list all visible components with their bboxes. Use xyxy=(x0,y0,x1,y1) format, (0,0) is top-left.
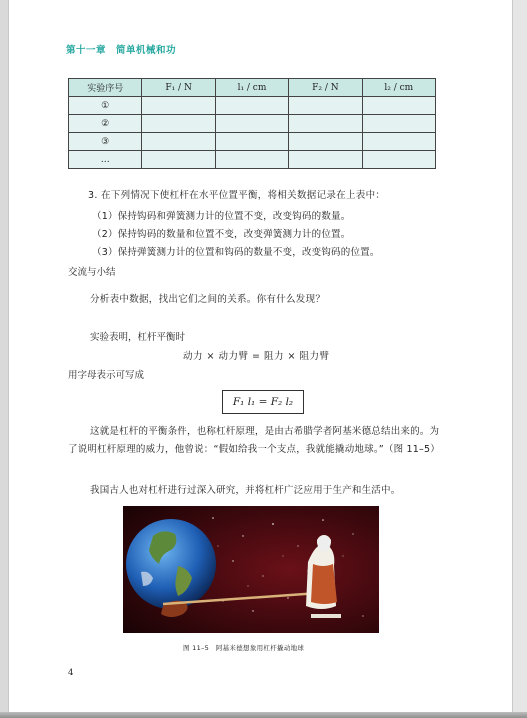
page-shadow xyxy=(0,712,527,718)
experiment-result: 实验表明，杠杆平衡时 xyxy=(90,332,186,343)
table-row xyxy=(69,97,436,115)
table-cell xyxy=(289,115,362,133)
table-header: F₁ / N xyxy=(142,79,215,97)
table-cell xyxy=(215,115,288,133)
list-item: （3）保持弹簧测力计的位置和钩码的数量不变，改变钩码的位置。 xyxy=(92,247,380,258)
table-cell xyxy=(362,151,435,169)
paragraph-ancient-china: 我国古人也对杠杆进行过深入研究，并将杠杆广泛应用于生产和生活中。 xyxy=(90,485,401,496)
section-heading: 交流与小结 xyxy=(68,267,116,278)
table-cell xyxy=(215,97,288,115)
table-cell xyxy=(142,115,215,133)
table-cell xyxy=(362,97,435,115)
table-cell: … xyxy=(69,151,142,169)
table-cell xyxy=(142,133,215,151)
table-header: F₂ / N xyxy=(289,79,362,97)
data-table xyxy=(68,78,436,169)
paragraph-text: 这就是杠杆的平衡条件，也称杠杆原理，是由古希腊学者阿基米德总结出来的。为了说明杠杆原理的威力，他曾说：“假如给我一个支点，我就能撬动地球。”（图 11–5） xyxy=(68,426,440,455)
table-header-row xyxy=(69,79,436,97)
table-header: 实验序号 xyxy=(69,79,142,97)
table-cell xyxy=(362,133,435,151)
table-header: l₂ / cm xyxy=(362,79,435,97)
table-cell xyxy=(142,97,215,115)
archimedes-lever-illustration xyxy=(123,506,379,633)
question-3: 3. 在下列情况下使杠杆在水平位置平衡，将相关数据记录在上表中： xyxy=(88,190,386,201)
formula-in-words: 动力 × 动力臂 = 阻力 × 阻力臂 xyxy=(183,351,330,362)
analyze-prompt: 分析表中数据，找出它们之间的关系。你有什么发现？ xyxy=(90,294,326,305)
table-row xyxy=(69,151,436,169)
table-cell: ① xyxy=(69,97,142,115)
list-item: （1）保持钩码和弹簧测力计的位置不变，改变钩码的数量。 xyxy=(92,211,351,222)
illustration-svg xyxy=(123,506,379,633)
figure-caption: 图 11–5 阿基米德想象用杠杆撬动地球 xyxy=(183,644,305,652)
table-cell xyxy=(142,151,215,169)
table-cell: ③ xyxy=(69,133,142,151)
table-cell: ② xyxy=(69,115,142,133)
list-item: （2）保持钩码的数量和位置不变，改变弹簧测力计的位置。 xyxy=(92,229,351,240)
table-cell xyxy=(215,151,288,169)
table-row xyxy=(69,115,436,133)
table-cell xyxy=(289,151,362,169)
page-number: 4 xyxy=(68,668,74,678)
letters-line: 用字母表示可写成 xyxy=(68,370,145,381)
formula-box: F₁ l₁ = F₂ l₂ xyxy=(222,390,304,414)
viewer-margin xyxy=(513,0,527,712)
table-header: l₁ / cm xyxy=(215,79,288,97)
paragraph-lever-principle xyxy=(68,423,448,459)
table-cell xyxy=(215,133,288,151)
chapter-title: 第十一章 简单机械和功 xyxy=(66,45,177,56)
table-cell xyxy=(289,133,362,151)
table-cell xyxy=(289,97,362,115)
table-row xyxy=(69,133,436,151)
table-cell xyxy=(362,115,435,133)
